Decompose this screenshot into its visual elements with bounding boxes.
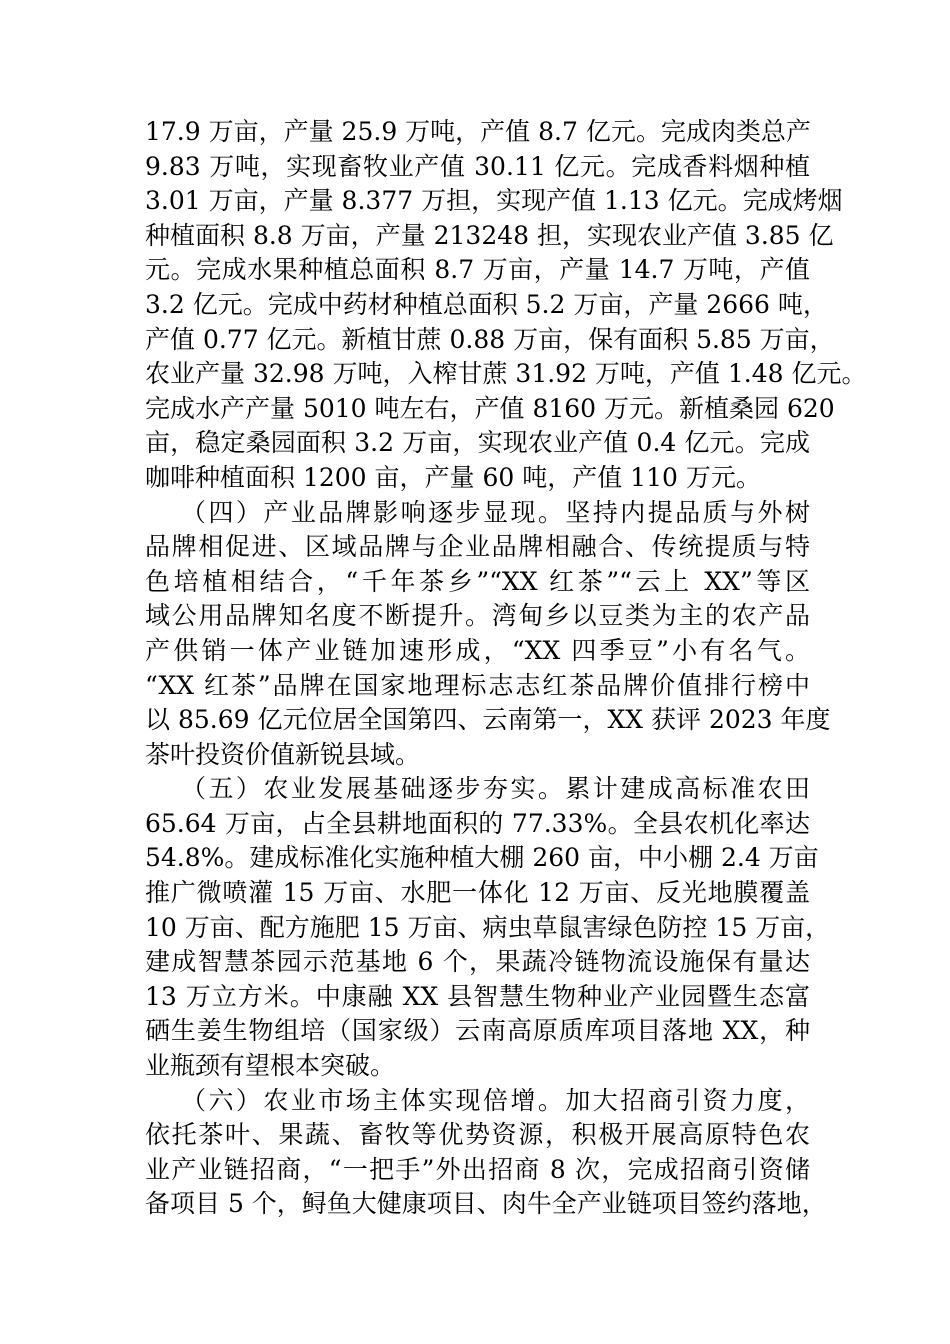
- text-line: 建成智慧茶园示范基地 6 个，果蔬冷链物流设施保有量达: [145, 947, 810, 977]
- text-line: “XX 红茶”品牌在国家地理标志志红茶品牌价值排行榜中: [145, 670, 810, 700]
- text-line: 以 85.69 亿元位居全国第四、云南第一，XX 获评 2023 年度: [145, 705, 831, 735]
- text-line: 农业产量 32.98 万吨，入榨甘蔗 31.92 万吨，产值 1.48 亿元。: [145, 359, 867, 389]
- section-heading-line: （四）产业品牌影响逐步显现。坚持内提品质与外树: [181, 497, 810, 527]
- text-line: 依托茶叶、果蔬、畜牧等优势资源，积极开展高原特色农: [145, 1120, 810, 1150]
- text-line: 亩，稳定桑园面积 3.2 万亩，实现农业产值 0.4 亿元。完成: [145, 428, 810, 458]
- text-line: 3.01 万亩，产量 8.377 万担，实现产值 1.13 亿元。完成烤烟: [145, 186, 843, 216]
- text-line: 54.8%。建成标准化实施种植大棚 260 亩，中小棚 2.4 万亩: [145, 843, 819, 873]
- text-line: 茶叶投资价值新锐县域。: [145, 739, 421, 769]
- text-line: 元。完成水果种植总面积 8.7 万亩，产量 14.7 万吨，产值: [145, 255, 810, 285]
- text-line: 65.64 万亩，占全县耕地面积的 77.33%。全县农机化率达: [145, 808, 810, 838]
- text-line: 9.83 万吨，实现畜牧业产值 30.11 亿元。完成香料烟种植: [145, 151, 810, 181]
- section-heading-line: （六）农业市场主体实现倍增。加大招商引资力度，: [181, 1085, 810, 1115]
- text-line: 推广微喷灌 15 万亩、水肥一体化 12 万亩、反光地膜覆盖: [145, 878, 810, 908]
- text-line: 13 万立方米。中康融 XX 县智慧生物种业产业园暨生态富: [145, 981, 810, 1011]
- text-line: 备项目 5 个，鲟鱼大健康项目、肉牛全产业链项目签约落地，: [145, 1189, 827, 1219]
- text-line: 3.2 亿元。完成中药材种植总面积 5.2 万亩，产量 2666 吨，: [145, 289, 828, 319]
- text-line: 硒生姜生物组培（国家级）云南高原质库项目落地 XX，种: [145, 1016, 810, 1046]
- text-line: 产供销一体产业链加速形成，“XX 四季豆”小有名气。: [145, 635, 810, 665]
- text-line: 品牌相促进、区域品牌与企业品牌相融合、传统提质与特: [145, 532, 810, 562]
- text-line: 域公用品牌知名度不断提升。湾甸乡以豆类为主的农产品: [145, 601, 810, 631]
- text-line: 业产业链招商，“一把手”外出招商 8 次，完成招商引资储: [145, 1154, 810, 1184]
- document-body: [145, 115, 867, 1222]
- text-line: 完成水产产量 5010 吨左右，产值 8160 万元。新植桑园 620: [145, 393, 835, 423]
- text-line: 咖啡种植面积 1200 亩，产量 60 吨，产值 110 万元。: [145, 462, 761, 492]
- text-line: 17.9 万亩，产量 25.9 万吨，产值 8.7 亿元。完成肉类总产: [145, 117, 811, 146]
- text-line: 色培植相结合，“千年茶乡”“XX 红茶”“云上 XX”等区: [145, 566, 810, 596]
- text-line: 业瓶颈有望根本突破。: [145, 1051, 396, 1081]
- text-line: 产值 0.77 亿元。新植甘蔗 0.88 万亩，保有面积 5.85 万亩，: [145, 324, 835, 354]
- section-heading-line: （五）农业发展基础逐步夯实。累计建成高标准农田: [181, 774, 810, 804]
- text-line: 种植面积 8.8 万亩，产量 213248 担，实现农业产值 3.85 亿: [145, 220, 834, 250]
- text-line: 10 万亩、配方施肥 15 万亩、病虫草鼠害绿色防控 15 万亩，: [145, 912, 831, 942]
